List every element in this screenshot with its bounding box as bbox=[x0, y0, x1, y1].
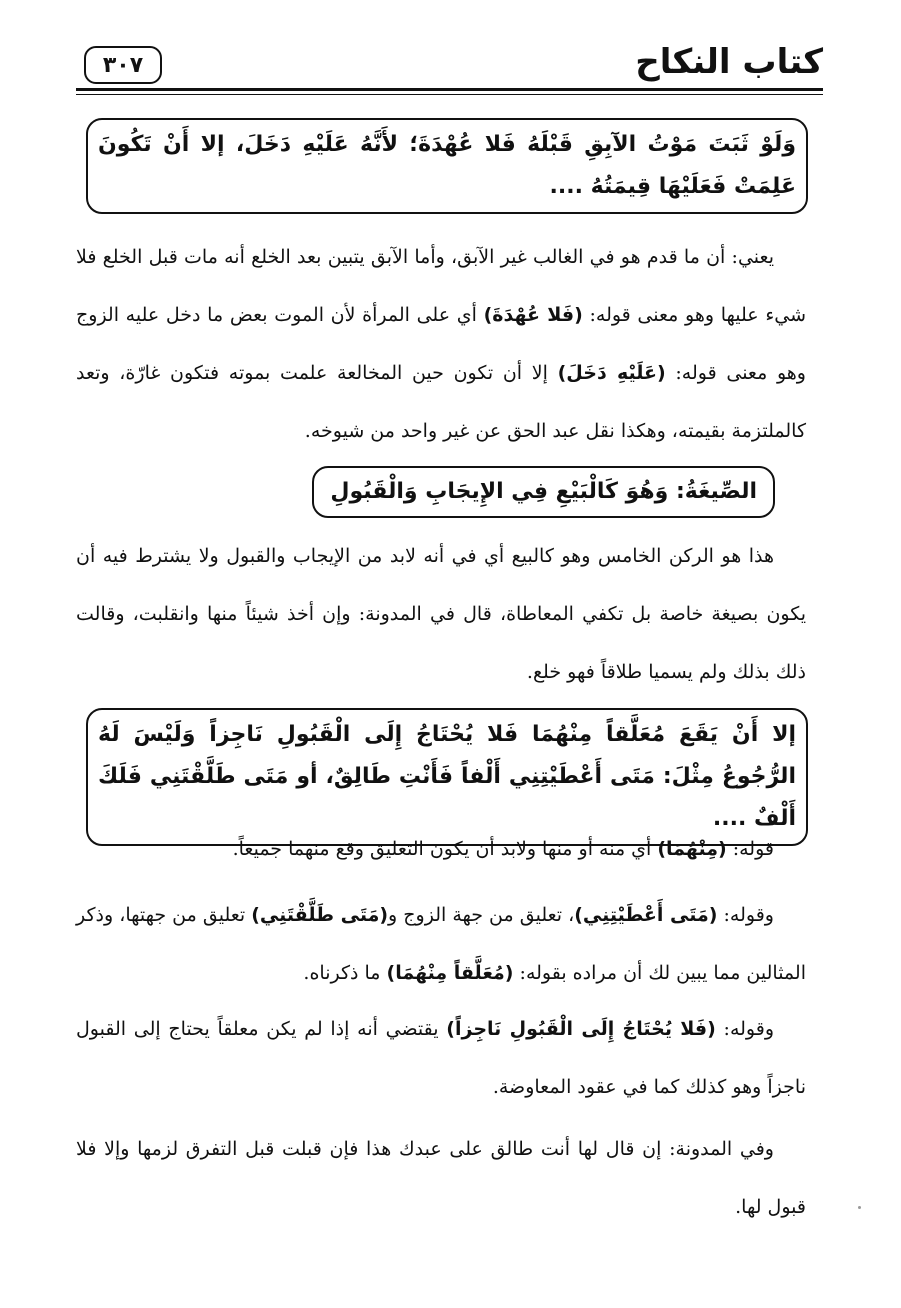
matn-box-1 bbox=[86, 118, 808, 214]
commentary-paragraph-1 bbox=[76, 228, 806, 460]
book-title: كتاب النكاح bbox=[635, 42, 823, 82]
page-number: ٣٠٧ bbox=[84, 46, 162, 84]
matn-text-2: إلا أَنْ يَقَعَ مُعَلَّقاً مِنْهُمَا فَلا يُحْتَاجُ إِلَى الْقَبُولِ نَاجِزاً وَلَيْسَ لَهُ الرُّجُوعُ مِثْلَ: مَتَى أَعْطَيْتِنِي أَلْفاً فَأَنْتِ طَالِقٌ، أو مَتَى طَلَّقْتَنِي فَلَكَ أَلْفٌ .... bbox=[98, 722, 796, 831]
quoted-matn: (مِنْهُمَا) bbox=[657, 838, 727, 860]
quoted-matn: (مَتَى طَلَّقْتَنِي) bbox=[251, 904, 389, 926]
text-segment: أي على المرأة لأن الموت بعض ما دخل عليه الزوج وهو معنى قوله: bbox=[76, 304, 806, 384]
quoted-matn: (فَلا يُحْتَاجُ إِلَى الْقَبُولِ نَاجِزاً) bbox=[446, 1018, 716, 1040]
text-segment: إلا أن تكون حين المخالعة علمت بموته فتكون غارّة، وتعد كالملتزمة بقيمته، وهكذا نقل عبد الحق عن غير واحد من شيوخه. bbox=[76, 362, 806, 442]
quoted-matn: (مَتَى أَعْطَيْتِنِي) bbox=[574, 904, 718, 926]
commentary-paragraph-2: هذا هو الركن الخامس وهو كالبيع أي في أنه لابد من الإيجاب والقبول ولا يشترط فيه أن يكون بصيغة خاصة بل تكفي المعاطاة، قال في المدونة: وإن أخذ شيئاً منها وانقلبت، وقالت ذلك بذلك ولم يسميا طلاقاً فهو خلع. bbox=[76, 545, 806, 683]
section-heading: الصِّيغَةُ: وَهُوَ كَالْبَيْعِ فِي الإِيجَابِ وَالْقَبُولِ bbox=[312, 466, 775, 518]
text-segment: قوله: bbox=[726, 838, 774, 860]
text-segment: ، تعليق من جهة الزوج و bbox=[388, 904, 575, 926]
commentary-paragraph-3 bbox=[76, 820, 806, 878]
commentary-paragraph-4 bbox=[76, 886, 806, 1002]
quoted-matn: (عَلَيْهِ دَخَلَ) bbox=[557, 362, 666, 384]
quoted-matn: (مُعَلَّقاً مِنْهُمَا) bbox=[386, 962, 514, 984]
matn-text-1: وَلَوْ ثَبَتَ مَوْتُ الآبِقِ قَبْلَهُ فَلا عُهْدَةَ؛ لأَنَّهُ عَلَيْهِ دَخَلَ، إلا أَنْ تَكُونَ عَلِمَتْ فَعَلَيْهَا قِيمَتُهُ .... bbox=[98, 132, 796, 199]
commentary-paragraph-5 bbox=[76, 1000, 806, 1116]
text-segment: ما ذكرناه. bbox=[303, 962, 387, 984]
text-segment: وقوله: bbox=[717, 904, 774, 926]
commentary-paragraph-6: وفي المدونة: إن قال لها أنت طالق على عبدك هذا فإن قبلت قبل التفرق لزمها وإلا فلا قبول لها. bbox=[76, 1138, 806, 1218]
margin-dot bbox=[858, 1206, 861, 1209]
text-segment: يقتضي أنه إذا لم يكن معلقاً يحتاج إلى القبول ناجزاً وهو كذلك كما في عقود المعاوضة. bbox=[76, 1018, 806, 1098]
page-header bbox=[76, 36, 823, 96]
text-segment: أي منه أو منها ولابد أن يكون التعليق وقع منهما جميعاً. bbox=[232, 838, 658, 860]
text-segment: يعني: أن ما قدم هو في الغالب غير الآبق، وأما الآبق يتبين بعد الخلع أنه مات قبل الخلع فلا شيء عليها وهو معنى قوله: bbox=[76, 246, 807, 326]
text-segment: تعليق من جهتها، وذكر المثالين مما يبين لك أن مراده بقوله: bbox=[76, 904, 806, 984]
quoted-matn: (فَلا عُهْدَةَ) bbox=[483, 304, 583, 326]
header-rule bbox=[76, 88, 823, 95]
text-segment: وقوله: bbox=[715, 1018, 774, 1040]
